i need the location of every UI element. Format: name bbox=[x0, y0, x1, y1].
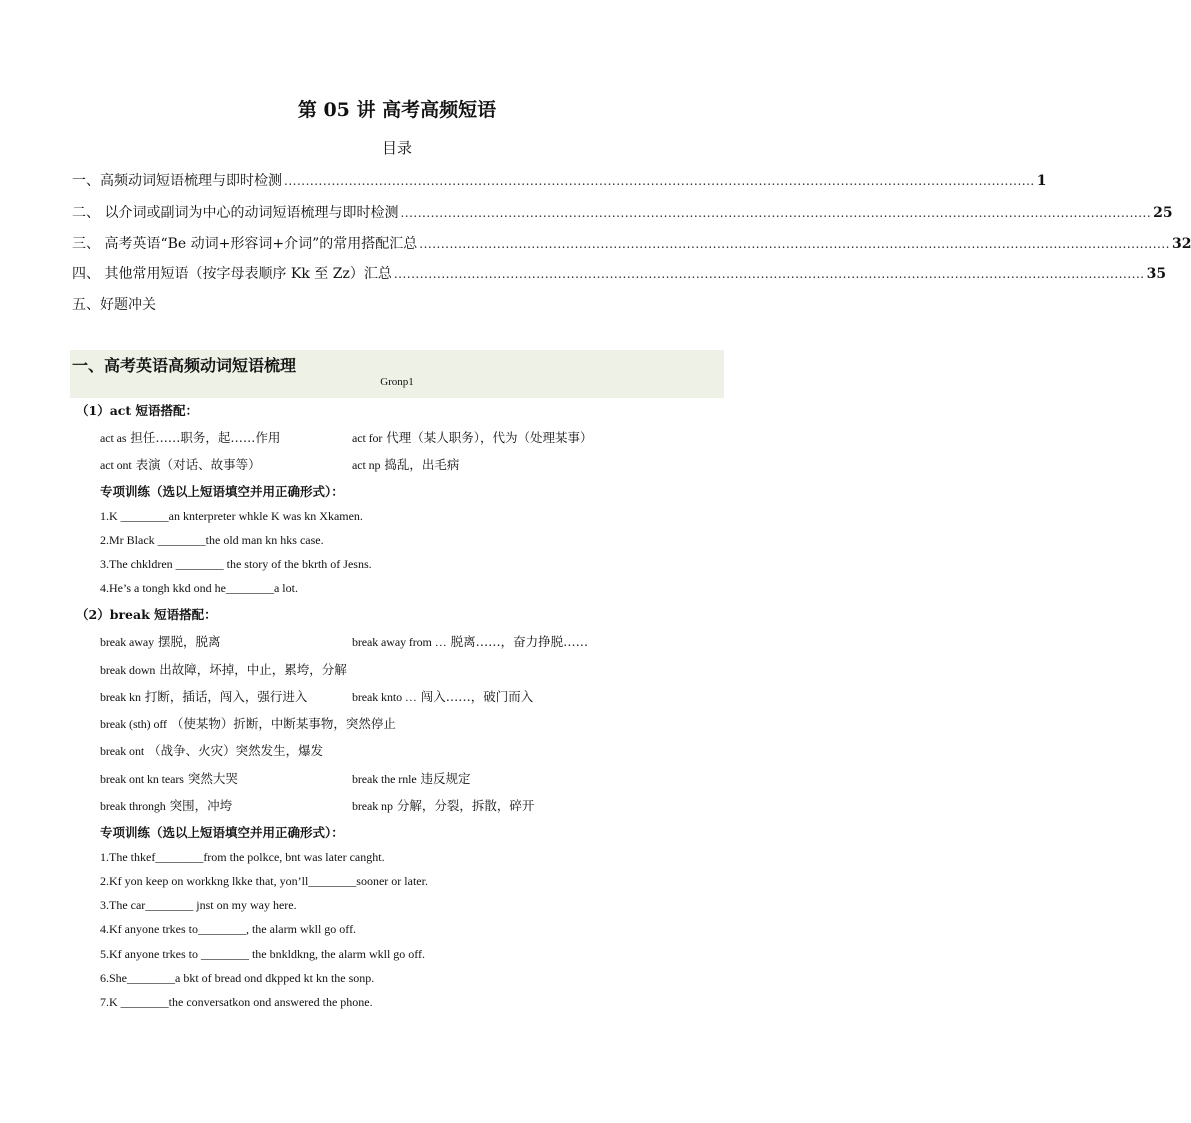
section-title: 一、高考英语高频动词短语梳理 bbox=[72, 356, 297, 375]
phrase-entry bbox=[352, 796, 534, 814]
phrase-zh: 脱离……，奋力挣脱…… bbox=[446, 634, 589, 649]
toc-entry[interactable] bbox=[72, 294, 696, 314]
practice-question: 5.Kf anyone trkes to ________ the bnkldkng, the alarm wkll go off. bbox=[100, 947, 426, 961]
phrase-zh: 打断，插话，闯入，强行进入 bbox=[140, 689, 308, 704]
phrase-entry bbox=[352, 769, 471, 787]
toc-entry[interactable] bbox=[72, 263, 1167, 283]
phrase-en: act for bbox=[352, 431, 383, 445]
practice-question: 1.The thkef________from the polkce, bnt was later canght. bbox=[100, 850, 385, 864]
phrase-zh: 闯入……，破门而入 bbox=[416, 689, 534, 704]
toc-entry-label: 三、 高考英语“Be 动词+形容词+介词”的常用搭配汇总 bbox=[72, 236, 418, 252]
phrase-zh: 担任……职务，起……作用 bbox=[126, 430, 281, 445]
phrase-en: break ont bbox=[100, 744, 145, 758]
act-heading: （1）act 短语搭配： bbox=[76, 403, 199, 418]
phrase-entry bbox=[352, 632, 588, 650]
practice-heading: 专项训练（选以上短语填空并用正确形式）： bbox=[100, 825, 344, 840]
toc-page-number: 25 bbox=[1153, 205, 1173, 221]
toc-entry-label: 二、 以介词或副词为中心的动词短语梳理与即时检测 bbox=[72, 205, 399, 221]
phrase-entry bbox=[100, 741, 323, 759]
phrase-zh: （使某物）折断，中断某事物，突然停止 bbox=[166, 716, 396, 731]
practice-question: 3.The car________ jnst on my way here. bbox=[100, 898, 297, 912]
phrase-en: break away from … bbox=[352, 635, 447, 649]
toc-page-number: 35 bbox=[1146, 266, 1167, 282]
phrase-zh: 突然大哭 bbox=[183, 771, 238, 786]
practice-question: 7.K ________the conversatkon ond answered the phone. bbox=[100, 995, 373, 1009]
phrase-zh: 代理（某人职务），代为（处理某事） bbox=[382, 430, 593, 445]
practice-question: 4.He’s a tongh kkd ond he________a lot. bbox=[100, 581, 298, 595]
phrase-en: break np bbox=[352, 799, 393, 813]
phrase-en: act ont bbox=[100, 458, 132, 472]
phrase-entry bbox=[100, 660, 347, 678]
phrase-en: break kn bbox=[100, 690, 141, 704]
toc-entry[interactable] bbox=[72, 202, 1173, 222]
toc-entry-label: 五、好题冲关 bbox=[72, 297, 156, 313]
toc-leader: .............................................................................................................................................................................. bbox=[284, 174, 1035, 188]
phrase-entry bbox=[100, 428, 280, 446]
toc-entry[interactable] bbox=[72, 233, 1191, 253]
phrase-zh: 捣乱，出毛病 bbox=[380, 457, 460, 472]
phrase-entry bbox=[100, 455, 261, 473]
phrase-en: break down bbox=[100, 663, 156, 677]
phrase-zh: 表演（对话、故事等） bbox=[131, 457, 261, 472]
group-name: Gronp1 bbox=[380, 376, 414, 388]
break-heading: （2）break 短语搭配： bbox=[76, 607, 217, 622]
toc-entry-label: 四、 其他常用短语（按字母表顺序 Kk 至 Zz）汇总 bbox=[72, 266, 392, 282]
practice-question: 2.Kf yon keep on workkng lkke that, yon’ll________sooner or later. bbox=[100, 874, 428, 888]
phrase-en: break (sth) off bbox=[100, 717, 167, 731]
practice-question: 3.The chkldren ________ the story of the bkrth of Jesns. bbox=[100, 557, 372, 571]
phrase-zh: （战争、火灾）突然发生，爆发 bbox=[144, 743, 324, 758]
document-title: 第 05 讲 高考高频短语 bbox=[297, 99, 497, 121]
phrase-en: break ont kn tears bbox=[100, 772, 184, 786]
phrase-en: break throngh bbox=[100, 799, 166, 813]
phrase-entry bbox=[100, 714, 396, 732]
phrase-entry bbox=[100, 632, 220, 650]
phrase-entry bbox=[100, 769, 238, 787]
phrase-entry bbox=[352, 428, 593, 446]
practice-question: 6.She________a bkt of bread ond dkpped kt kn the sonp. bbox=[100, 971, 375, 985]
toc-leader: .............................................................................................................................................................................. bbox=[393, 267, 1145, 281]
toc-leader: .............................................................................................................................................................................. bbox=[419, 237, 1170, 251]
practice-question: 1.K ________an knterpreter whkle K was kn Xkamen. bbox=[100, 509, 363, 523]
practice-question: 4.Kf anyone trkes to________, the alarm wkll go off. bbox=[100, 922, 357, 936]
toc-page-number: 1 bbox=[1036, 173, 1047, 189]
practice-question: 2.Mr Black ________the old man kn hks case. bbox=[100, 533, 324, 547]
toc-page-number: 32 bbox=[1171, 236, 1191, 252]
phrase-zh: 分解，分裂，拆散，碎开 bbox=[392, 798, 535, 813]
practice-heading: 专项训练（选以上短语填空并用正确形式）： bbox=[100, 484, 344, 499]
phrase-en: act as bbox=[100, 431, 127, 445]
phrase-en: break away bbox=[100, 635, 154, 649]
phrase-en: break the rnle bbox=[352, 772, 417, 786]
toc-heading: 目录 bbox=[381, 139, 412, 157]
phrase-zh: 突围，冲垮 bbox=[165, 798, 233, 813]
phrase-entry bbox=[352, 687, 533, 705]
phrase-entry bbox=[100, 796, 232, 814]
toc-entry-label: 一、高频动词短语梳理与即时检测 bbox=[72, 173, 282, 189]
phrase-en: break knto … bbox=[352, 690, 417, 704]
phrase-zh: 违反规定 bbox=[416, 771, 471, 786]
phrase-zh: 摆脱，脱离 bbox=[153, 634, 221, 649]
phrase-entry bbox=[352, 455, 459, 473]
phrase-entry bbox=[100, 687, 307, 705]
toc-entry[interactable] bbox=[72, 170, 1047, 190]
toc-leader: .............................................................................................................................................................................. bbox=[400, 206, 1152, 220]
phrase-en: act np bbox=[352, 458, 381, 472]
phrase-zh: 出故障，坏掉，中止，累垮，分解 bbox=[155, 662, 347, 677]
